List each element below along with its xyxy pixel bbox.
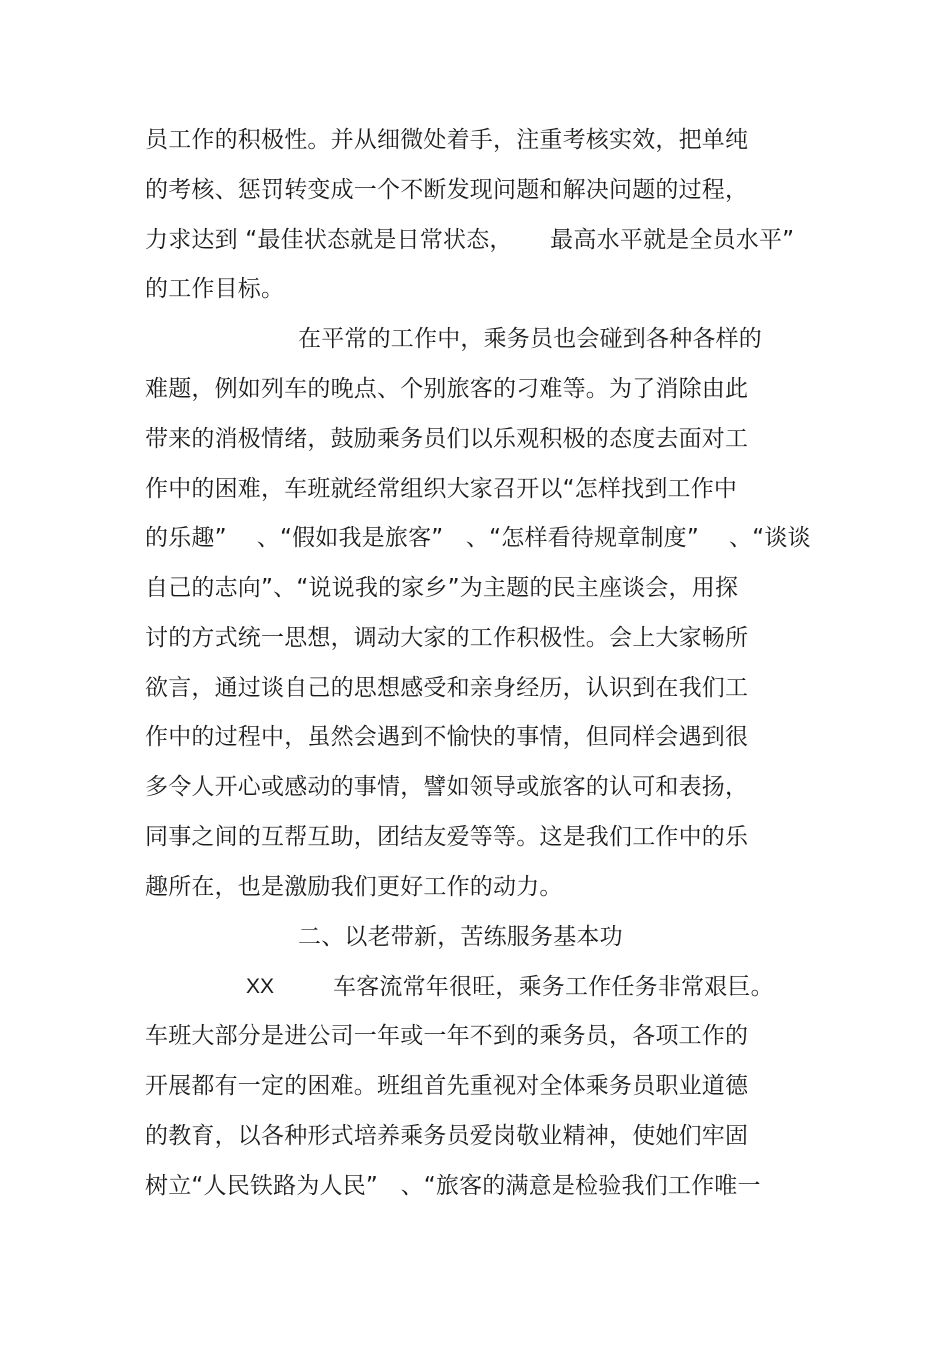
text-line-23: 树立“人民铁路为人民” 、“旅客的满意是检验我们工作唯一 xyxy=(145,1173,761,1199)
text-line-22: 的教育，以各种形式培养乘务员爱岗敬业精神，使她们牢固 xyxy=(145,1123,749,1149)
text-line-10: 自己的志向”、“说说我的家乡”为主题的民主座谈会，用探 xyxy=(145,575,739,601)
placeholder-xx: XX xyxy=(246,975,275,998)
text-line-14: 多令人开心或感动的事情，譬如领导或旅客的认可和表扬， xyxy=(145,774,749,800)
text-line-20: 车班大部分是进公司一年或一年不到的乘务员，各项工作的 xyxy=(145,1023,749,1049)
text-line-21: 开展都有一定的困难。班组首先重视对全体乘务员职业道德 xyxy=(145,1073,749,1099)
text-line-7: 带来的消极情绪，鼓励乘务员们以乐观积极的态度去面对工 xyxy=(145,426,749,452)
text-line-16: 趣所在，也是激励我们更好工作的动力。 xyxy=(145,874,563,900)
text-line-12: 欲言，通过谈自己的思想感受和亲身经历，认识到在我们工 xyxy=(145,675,749,701)
text-line-15: 同事之间的互帮互助，团结友爱等等。这是我们工作中的乐 xyxy=(145,824,749,850)
text-line-19: 车客流常年很旺，乘务工作任务非常艰巨。 xyxy=(333,974,774,1000)
text-line-8: 作中的困难，车班就经常组织大家召开以“怎样找到工作中 xyxy=(145,476,738,502)
text-line-3: 力求达到 “最佳状态就是日常状态， 最高水平就是全员水平” xyxy=(145,227,795,253)
text-line-1: 员工作的积极性。并从细微处着手，注重考核实效，把单纯 xyxy=(145,127,749,153)
text-line-9: 的乐趣” 、“假如我是旅客” 、“怎样看待规章制度” 、“谈谈 xyxy=(145,525,811,551)
paragraph-start-line: 在平常的工作中，乘务员也会碰到各种各样的 xyxy=(298,326,762,352)
section-heading: 二、以老带新，苦练服务基本功 xyxy=(298,924,623,950)
text-line-2: 的考核、惩罚转变成一个不断发现问题和解决问题的过程， xyxy=(145,177,749,203)
text-line-6: 难题，例如列车的晚点、个别旅客的刁难等。为了消除由此 xyxy=(145,376,749,402)
text-line-11: 讨的方式统一思想，调动大家的工作积极性。会上大家畅所 xyxy=(145,625,749,651)
text-line-4: 的工作目标。 xyxy=(145,276,285,302)
text-line-13: 作中的过程中，虽然会遇到不愉快的事情，但同样会遇到很 xyxy=(145,724,749,750)
